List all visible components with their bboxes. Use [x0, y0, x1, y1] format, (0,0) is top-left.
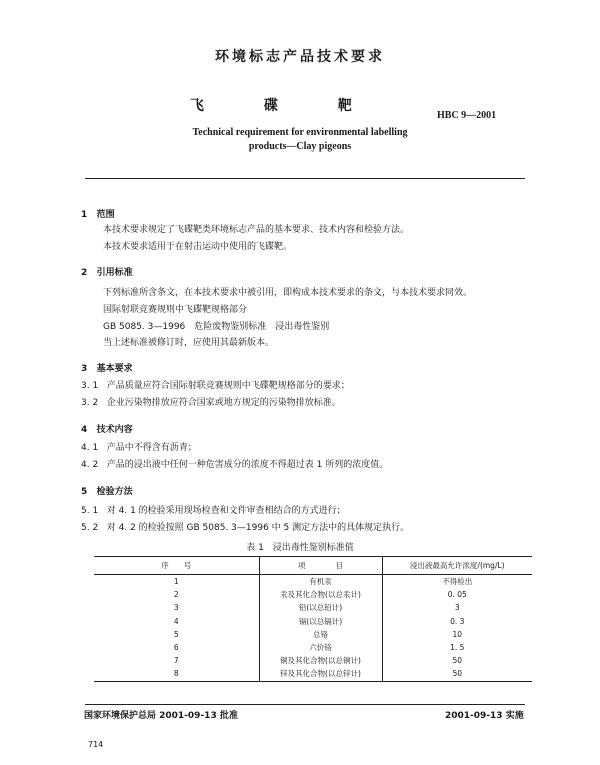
clause-number: 4. 1 — [81, 443, 99, 453]
cell-index: 1 — [173, 577, 179, 587]
cell-index: 5 — [173, 629, 179, 639]
section-2-para-2: 国际射联竞赛规则中飞碟靶规格部分 — [103, 305, 248, 315]
section-3-heading — [81, 361, 133, 374]
cell-limit: 50 — [382, 667, 532, 681]
standard-code: HBC 9—2001 — [437, 110, 497, 121]
cell-item: 总铬 — [259, 628, 382, 641]
cell-limit: 10 — [382, 628, 532, 641]
table-title: 表 1 浸出毒性鉴别标准值 — [246, 543, 354, 553]
page-number: 714 — [88, 740, 104, 749]
clause-text: 对 4. 2 的检验按照 GB 5085. 3—1996 中 5 测定方法中的具体规定执行。 — [106, 523, 410, 533]
table-row — [94, 628, 532, 641]
cell-item: 铜及其化合物(以总铜计) — [259, 654, 382, 667]
cell-limit: 3 — [382, 601, 532, 614]
document-title: 飞 碟 靶 — [190, 98, 352, 114]
cell-item: 锌及其化合物(以总锌计) — [259, 667, 382, 681]
cell-item: 六价铬 — [259, 641, 382, 654]
section-1-para-2: 本技术要求适用于在射击运动中使用的飞碟靶。 — [103, 242, 293, 252]
table-row — [94, 588, 532, 601]
clause-3-1 — [81, 378, 350, 395]
cell-item: 镉(以总镉计) — [259, 615, 382, 628]
table-row — [94, 641, 532, 654]
cell-index: 7 — [173, 656, 179, 666]
table-row — [94, 575, 532, 589]
clause-text: 企业污染物排放应符合国家或地方规定的污染物排放标准。 — [106, 398, 341, 408]
clause-3-2 — [81, 395, 341, 412]
section-4-heading — [81, 422, 133, 435]
english-title-line2: products—Clay pigeons — [248, 141, 352, 152]
section-title: 基本要求 — [96, 364, 133, 374]
cell-limit: 0. 05 — [382, 588, 532, 601]
clause-number: 3. 1 — [81, 381, 99, 391]
clause-5-1 — [81, 503, 346, 520]
section-5-heading — [81, 484, 133, 497]
column-header-index: 序 号 — [94, 557, 259, 575]
section-2-heading — [81, 265, 133, 278]
section-number: 3 — [81, 364, 88, 374]
section-2-para-1: 下列标准所含条文，在本技术要求中被引用，即构成本技术要求的条文，与本技术要求同效。 — [103, 288, 473, 298]
series-title: 环境标志产品技术要求 — [215, 49, 385, 65]
table-row — [94, 615, 532, 628]
clause-5-2 — [81, 520, 409, 537]
section-1-heading — [81, 207, 115, 220]
clause-4-1 — [81, 440, 197, 457]
section-number: 4 — [81, 425, 88, 435]
section-number: 5 — [81, 487, 88, 497]
clause-text: 产品的浸出液中任何一种危害成分的浓度不得超过表 1 所列的浓度值。 — [106, 460, 389, 470]
clause-text: 产品中不得含有沥青； — [106, 443, 197, 453]
cell-limit: 不得检出 — [382, 575, 532, 589]
table-row — [94, 667, 532, 681]
cell-index: 8 — [94, 667, 259, 681]
cell-item: 汞及其化合物(以总汞计) — [259, 588, 382, 601]
clause-4-2 — [81, 457, 388, 474]
clause-text: 产品质量应符合国际射联竞赛规则中飞碟靶规格部分的要求； — [106, 381, 350, 391]
section-1-para-1: 本技术要求规定了飞碟靶类环境标志产品的基本要求、技术内容和检验方法。 — [103, 225, 410, 235]
cell-item: 铅(以总铅计) — [259, 601, 382, 614]
english-title-line1: Technical requirement for environmental labelling — [192, 127, 408, 138]
cell-index: 4 — [173, 616, 179, 626]
cell-limit: 50 — [382, 654, 532, 667]
header-divider — [85, 178, 525, 179]
clause-number: 5. 1 — [81, 506, 99, 516]
cell-limit: 1. 5 — [382, 641, 532, 654]
effective-date: 2001-09-13 实施 — [445, 711, 524, 721]
section-title: 范围 — [96, 210, 115, 220]
section-2-para-3: GB 5085. 3—1996 危险废物鉴别标准 浸出毒性鉴别 — [103, 322, 330, 332]
cell-item: 有机汞 — [259, 575, 382, 589]
approval-note: 国家环境保护总局 2001-09-13 批准 — [84, 711, 238, 721]
clause-number: 3. 2 — [81, 398, 99, 408]
table-header-row — [94, 557, 532, 575]
section-title: 检验方法 — [96, 487, 133, 497]
clause-number: 4. 2 — [81, 460, 99, 470]
cell-index: 2 — [173, 590, 179, 600]
section-number: 2 — [81, 268, 88, 278]
cell-index: 3 — [173, 603, 179, 613]
column-header-limit: 浸出液最高允许浓度/(mg/L) — [382, 557, 532, 575]
section-number: 1 — [81, 210, 88, 220]
table-row — [94, 654, 532, 667]
section-title: 引用标准 — [96, 268, 133, 278]
clause-text: 对 4. 1 的检验采用现场检查和文件审查相结合的方式进行； — [106, 506, 346, 516]
table-row — [94, 601, 532, 614]
column-header-item: 项 目 — [259, 557, 382, 575]
cell-index: 6 — [173, 643, 179, 653]
clause-number: 5. 2 — [81, 523, 99, 533]
footer-divider — [85, 704, 525, 705]
section-title: 技术内容 — [96, 425, 133, 435]
cell-limit: 0. 3 — [382, 615, 532, 628]
toxicity-standard-table — [94, 556, 532, 682]
section-2-para-4: 当上述标准被修订时，应使用其最新版本。 — [103, 338, 275, 348]
